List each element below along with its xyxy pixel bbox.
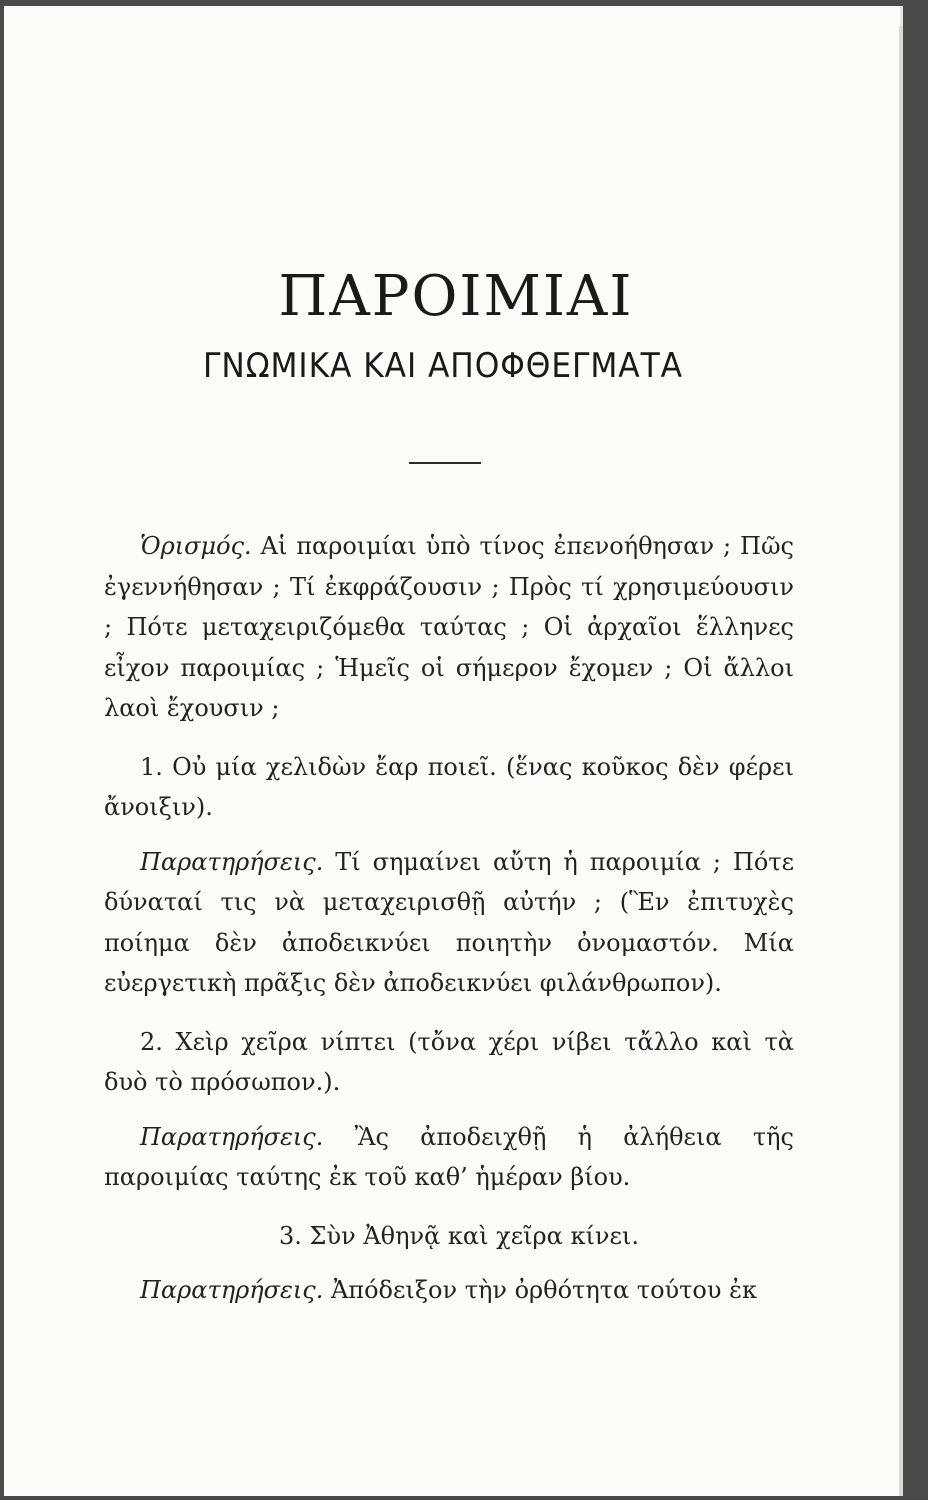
body-text <box>104 526 794 1311</box>
proverb-3 <box>104 1216 794 1257</box>
page-edge <box>899 26 903 1496</box>
book-page <box>4 6 903 1496</box>
page-title: ΠΑΡΟΙΜΙΑΙ <box>278 264 634 329</box>
proverb-1 <box>104 747 794 828</box>
proverb-2-gloss: (τὄνα χέρι νίβει τἄλλο καὶ τὰ δυὸ τὸ πρόσωπον.). <box>104 1027 794 1096</box>
observation-2-label: Παρατηρήσεις. <box>140 1122 324 1151</box>
definition-label: Ὁρισμός. <box>140 532 252 560</box>
definition-text: Αἱ παροιμίαι ὑπὸ τίνος ἐπενοήθησαν ; Πῶς ἐγεννήθησαν ; Τί ἐκφράζουσιν ; Πρὸς τί χρησιμεύουσιν ; Πότε μεταχειριζόμεθα ταύτας ; Οἱ ἀρχαῖοι ἕλληνες εἶχον παροιμίας ; Ἡμεῖς οἱ σήμερον ἔχομεν ; Οἱ ἄλλοι λαοὶ ἔχουσιν ; <box>104 532 794 722</box>
page-subtitle: ΓΝΩΜΙΚΑ ΚΑΙ ΑΠΟΦΘΕΓΜΑΤΑ <box>203 346 683 386</box>
proverb-1-gloss: (ἕνας κοῦκος δὲν φέρει ἄνοιξιν). <box>104 752 794 821</box>
observation-1 <box>104 842 794 1004</box>
proverb-1-text: 1. Οὐ μία χελιδὼν ἔαρ ποιεῖ. <box>140 752 497 781</box>
proverb-3-text: 3. Σὺν Ἀθηνᾷ καὶ χεῖρα κίνει. <box>279 1221 639 1250</box>
section-divider <box>409 462 481 464</box>
observation-2 <box>104 1117 794 1198</box>
observation-3-label: Παρατηρήσεις. <box>140 1276 324 1304</box>
observation-3-text: Ἀπόδειξον τὴν ὀρθότητα τούτου ἐκ <box>323 1276 757 1304</box>
observation-1-label: Παρατηρήσεις. <box>140 847 324 876</box>
observation-1-text: Τί σημαίνει αὔτη ἡ παροιμία ; Πότε δύναταί τις νὰ μεταχειρισθῇ αὐτήν ; (Ἓν ἐπιτυχὲς ποίημα δὲν ἀποδεικνύει ποιητὴν ὀνομαστόν. Μία εὐεργετικὴ πρᾶξις δὲν ἀποδεικνύει φιλάνθρωπον). <box>104 847 794 997</box>
proverb-2-text: 2. Χεὶρ χεῖρα νίπτει <box>140 1027 396 1056</box>
proverb-2 <box>104 1022 794 1103</box>
definition-paragraph <box>104 526 794 729</box>
observation-2-text: Ἂς ἀποδειχθῇ ἡ ἀλήθεια τῆς παροιμίας ταύτης ἐκ τοῦ καθ’ ἡμέραν βίου. <box>104 1122 794 1191</box>
observation-3 <box>104 1270 794 1311</box>
